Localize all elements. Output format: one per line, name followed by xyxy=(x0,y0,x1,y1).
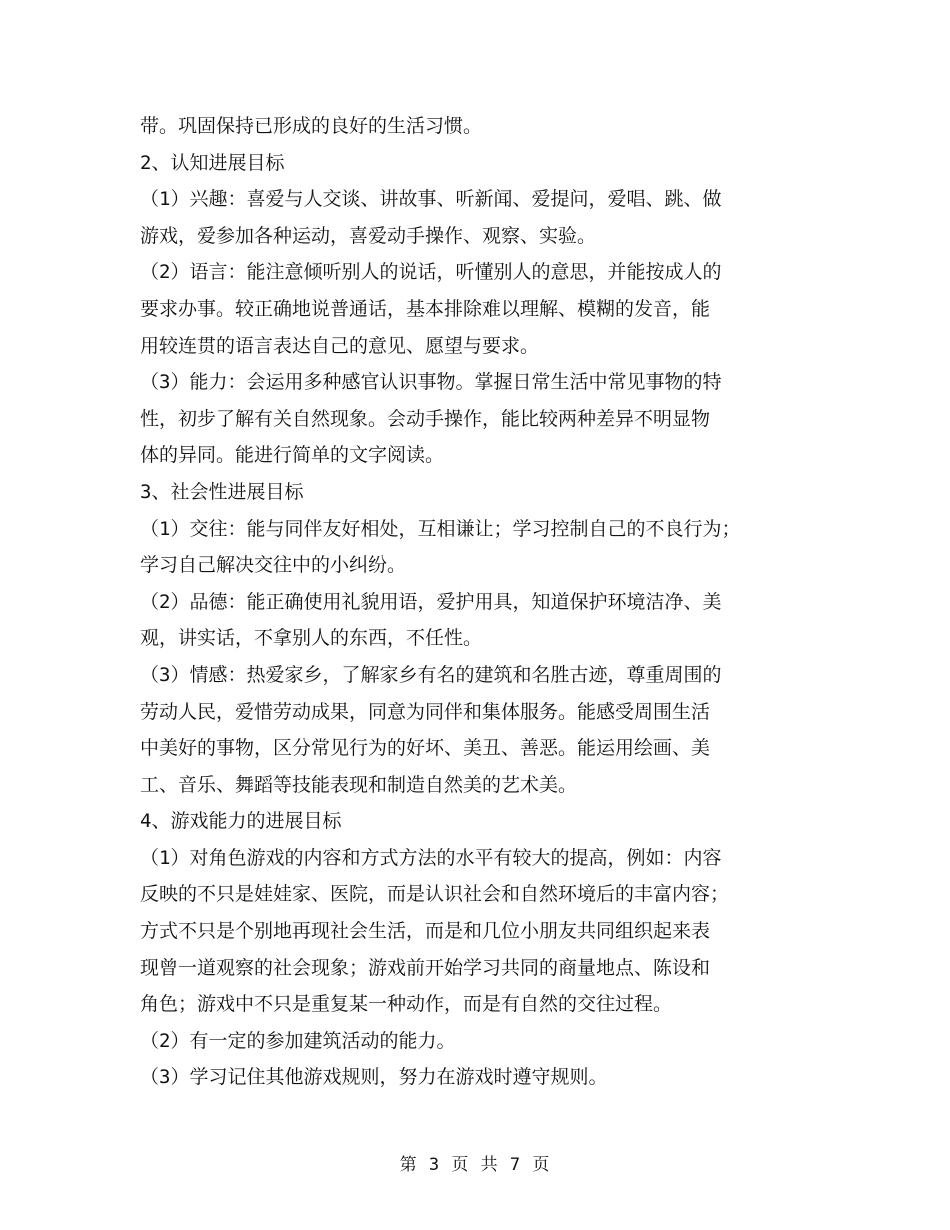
text-line: 中美好的事物，区分常见行为的好坏、美丑、善恶。能运用绘画、美 xyxy=(140,737,711,760)
text-line: （1）交往：能与同伴友好相处，互相谦让；学习控制自己的不良行为； xyxy=(140,517,741,540)
text-line: 反映的不只是娃娃家、医院，而是认识社会和自然环境后的丰富内容； xyxy=(140,883,730,906)
text-line: （3）学习记住其他游戏规则，努力在游戏时遵守规则。 xyxy=(140,1066,608,1089)
text-line: （1）对角色游戏的内容和方式方法的水平有较大的提高，例如：内容 xyxy=(140,846,722,869)
text-line: 角色；游戏中不只是重复某一种动作，而是有自然的交往过程。 xyxy=(140,993,673,1016)
text-line: 工、音乐、舞蹈等技能表现和制造自然美的艺术美。 xyxy=(140,773,578,796)
text-line: （2）品德：能正确使用礼貌用语，爱护用具，知道保护环境洁净、美 xyxy=(140,590,722,613)
text-line: 性，初步了解有关自然现象。会动手操作，能比较两种差异不明显物 xyxy=(140,407,711,430)
text-line: 游戏，爱参加各种运动，喜爱动手操作、观察、实验。 xyxy=(140,224,597,247)
text-line: 要求办事。较正确地说普通话，基本排除难以理解、模糊的发音，能 xyxy=(140,297,711,320)
section-heading: 4、游戏能力的进展目标 xyxy=(140,810,342,833)
text-line: 现曾一道观察的社会现象；游戏前开始学习共同的商量地点、陈设和 xyxy=(140,956,711,979)
section-heading: 3、社会性进展目标 xyxy=(140,480,304,503)
document-body xyxy=(140,108,830,1096)
text-line: 学习自己解决交往中的小纠纷。 xyxy=(140,554,407,577)
text-line: 带。巩固保持已形成的良好的生活习惯。 xyxy=(140,115,483,137)
text-line: 观，讲实话，不拿别人的东西，不任性。 xyxy=(140,627,483,650)
text-line: （1）兴趣：喜爱与人交谈、讲故事、听新闻、爱提问，爱唱、跳、做 xyxy=(140,188,722,211)
page-number-footer: 第 3 页 共 7 页 xyxy=(399,1155,551,1175)
text-line: 用较连贯的语言表达自己的意见、愿望与要求。 xyxy=(140,334,540,357)
text-line: 方式不只是个别地再现社会生活，而是和几位小朋友共同组织起来表 xyxy=(140,920,711,943)
text-line: （2）语言：能注意倾听别人的说话，听懂别人的意思，并能按成人的 xyxy=(140,261,722,284)
text-line: （3）情感：热爱家乡，了解家乡有名的建筑和名胜古迹，尊重周围的 xyxy=(140,663,722,686)
text-line: （2）有一定的参加建筑活动的能力。 xyxy=(140,1029,456,1052)
text-line: （3）能力：会运用多种感官认识事物。掌握日常生活中常见事物的特 xyxy=(140,371,722,394)
text-line: 体的异同。能进行简单的文字阅读。 xyxy=(140,444,445,467)
text-line: 劳动人民，爱惜劳动成果，同意为同伴和集体服务。能感受周围生活 xyxy=(140,700,711,723)
section-heading: 2、认知进展目标 xyxy=(140,151,285,174)
